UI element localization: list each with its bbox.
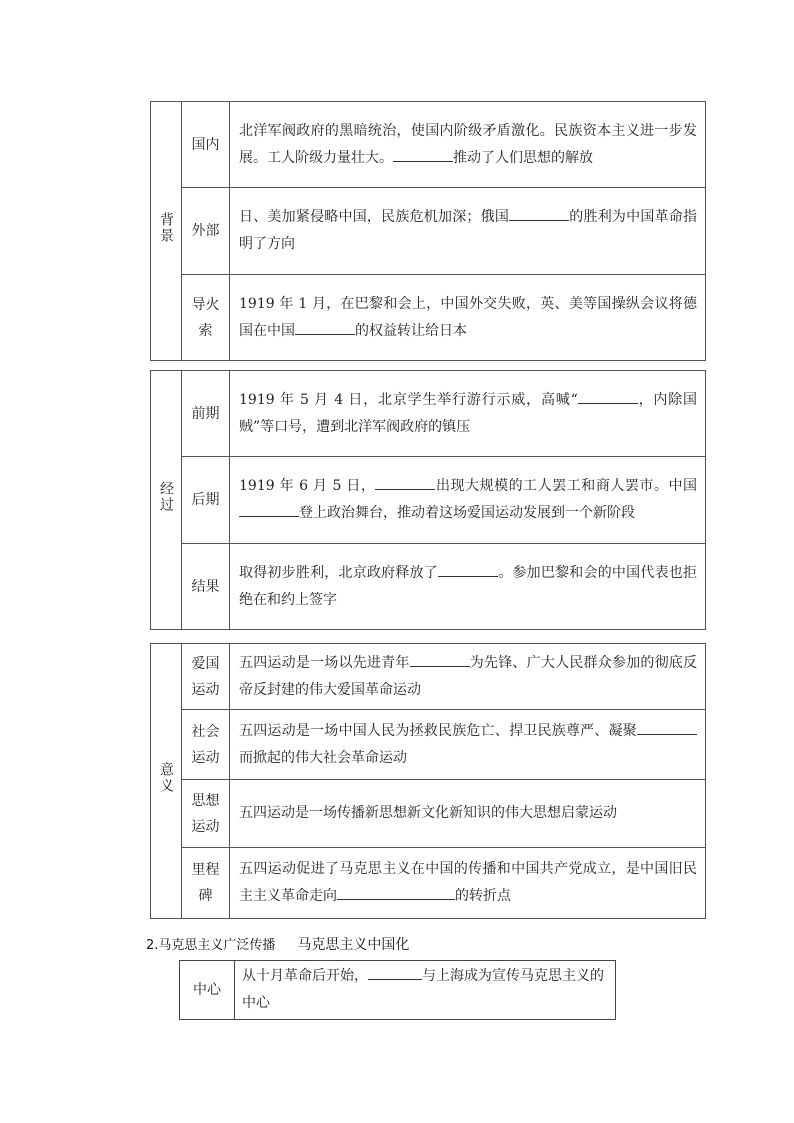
content-text: 的转折点 [455, 888, 511, 904]
key-cell: 中心 [180, 961, 235, 1020]
content-text: 五四运动促进了马克思主义在中国的传播和中国共产党成立，是中国旧民主主义革命走向 [239, 861, 697, 904]
fill-blank[interactable] [637, 720, 667, 735]
significance-table [150, 643, 706, 919]
content-text: 推动了人们思想的解放 [453, 149, 593, 166]
content-text: 1919 年 5 月 4 日，北京学生举行游行示威，高喊“ [239, 391, 578, 408]
content-text: 1919 年 6 月 5 日， [239, 478, 376, 494]
content-text: 出现大规模的工人罢工和商人罢市。中国 [435, 478, 697, 494]
content-text: 五四运动是一场中国人民为拯救民族危亡、捍卫民族尊严、凝聚 [239, 722, 637, 739]
content-text: 北洋军阀政府的黑暗统治，使国内阶级矛盾激化。民族资本主义进一步发展。工人阶级力量壮大。 [239, 122, 697, 166]
fill-blank[interactable] [375, 475, 435, 490]
fill-blank[interactable] [438, 562, 498, 577]
sub-label [182, 710, 230, 780]
content-cell [230, 710, 706, 780]
fill-blank[interactable] [295, 320, 355, 335]
content-cell [230, 102, 706, 188]
sub-label [182, 275, 230, 361]
fill-blank[interactable] [578, 389, 638, 404]
content-text: 的权益转让给日本 [355, 322, 467, 339]
sub-label-text: 社会运动 [191, 723, 220, 766]
content-text: 的胜利为中国革命指明了方向 [239, 209, 698, 252]
marxism-table [179, 960, 616, 1020]
content-cell [230, 188, 706, 275]
background-table [150, 101, 706, 361]
heading-first: 2.马克思主义广泛传播 [146, 938, 276, 953]
content-cell [230, 457, 706, 544]
content-text: 与上海成为宣传马克思主义的中心 [242, 968, 604, 1011]
content-text: 而掀起的伟大社会革命运动 [239, 749, 407, 766]
content-text: 。参加巴黎和会的中国代表也拒绝在和约上签字 [239, 564, 697, 608]
content-cell: 五四运动是一场传播新思想新文化新知识的伟大思想启蒙运动 [230, 780, 706, 848]
sub-label-text: 里程碑 [191, 862, 220, 904]
content-text: 1919 年 1 月，在巴黎和会上，中国外交失败，英、美等国操纵会议将德国在中国 [239, 295, 697, 339]
section-heading [146, 934, 409, 954]
sub-label-text: 思想运动 [191, 792, 220, 835]
category-significance [151, 644, 182, 919]
content-cell [230, 544, 706, 630]
category-label: 经过 [158, 481, 174, 513]
sub-label [182, 848, 230, 919]
content-cell [230, 275, 706, 361]
content-cell [235, 961, 616, 1020]
content-text: ，内除国贼”等口号，遭到北洋军阀政府的镇压 [239, 391, 698, 435]
content-text: 取得初步胜利，北京政府释放了 [239, 564, 438, 581]
content-cell [230, 644, 706, 710]
content-text: 登上政治舞台，推动着这场爱国运动发展到一个新阶段 [299, 505, 635, 521]
category-process [151, 371, 182, 630]
sub-label [182, 644, 230, 710]
sub-label: 外部 [182, 188, 230, 275]
content-text: 从十月革命后开始， [242, 968, 368, 984]
sub-label [182, 780, 230, 848]
fill-blank[interactable] [368, 965, 422, 980]
fill-blank[interactable] [239, 502, 299, 517]
process-table [150, 370, 706, 630]
sub-label: 国内 [182, 102, 230, 188]
sub-label: 前期 [182, 371, 230, 457]
fill-blank[interactable] [337, 885, 455, 900]
category-background [151, 102, 182, 361]
fill-blank[interactable] [667, 720, 697, 735]
content-text: 日、美加紧侵略中国，民族危机加深；俄国 [239, 209, 510, 225]
content-text: 为先锋、广大人民群众参加的彻底反帝反封建的伟大爱国革命运动 [239, 654, 698, 698]
content-cell [230, 848, 706, 919]
sub-label: 结果 [182, 544, 230, 630]
fill-blank[interactable] [393, 147, 453, 162]
sub-label-text: 导火索 [191, 296, 220, 339]
fill-blank[interactable] [509, 206, 569, 221]
fill-blank[interactable] [410, 652, 470, 667]
content-cell [230, 371, 706, 457]
category-label: 背景 [158, 212, 174, 244]
content-text: 五四运动是一场以先进青年 [239, 654, 410, 671]
heading-second: 马克思主义中国化 [297, 937, 410, 953]
category-label: 意义 [158, 762, 174, 794]
sub-label-text: 爱国运动 [191, 655, 220, 698]
sub-label: 后期 [182, 457, 230, 544]
